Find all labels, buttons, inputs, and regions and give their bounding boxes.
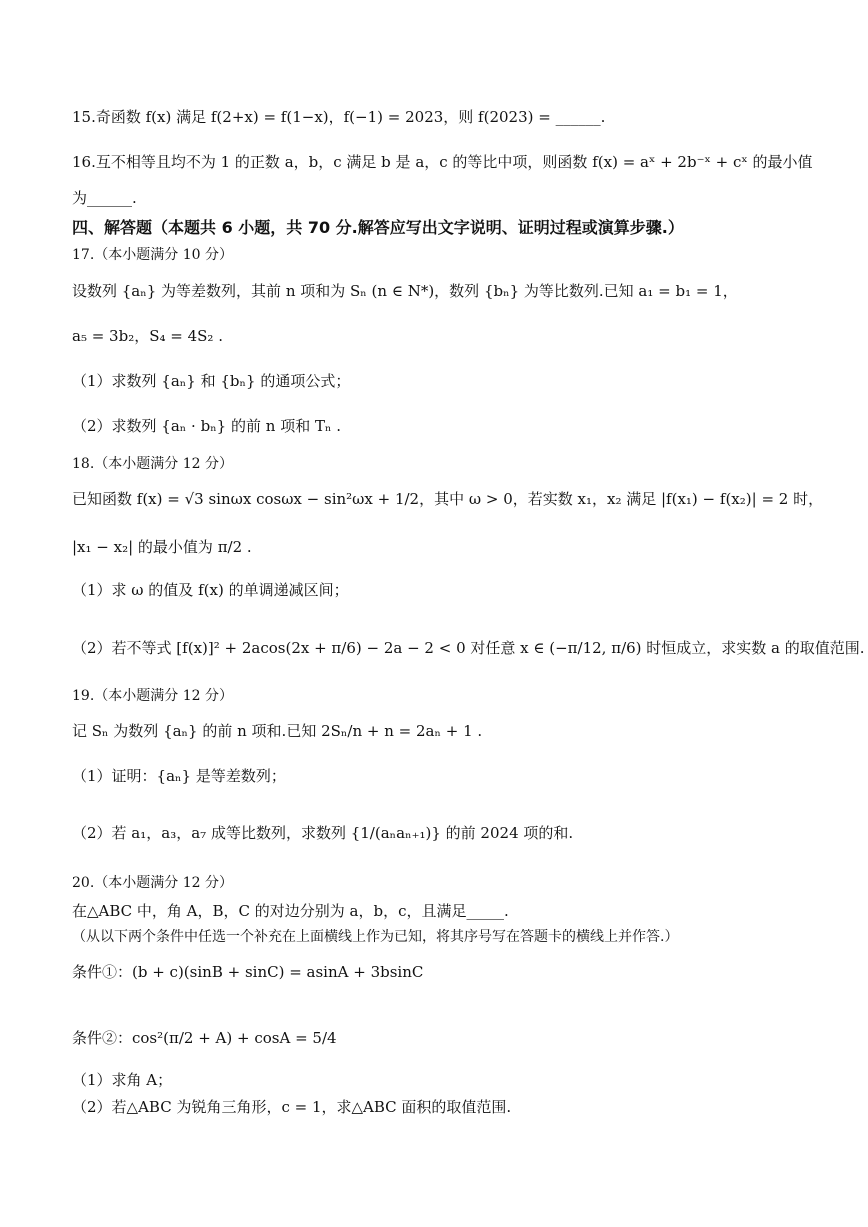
section-heading: 四、解答题（本题共 6 小题，共 70 分.解答应写出文字说明、证明过程或演算步骤.） [72, 218, 684, 237]
question-18-part-2: （2）若不等式 [f(x)]² + 2acos(2x + π/6) − 2a − 2 < 0 对任意 x ∈ (−π/12, π/6) 时恒成立，求实数 a 的取值范围. [72, 639, 865, 657]
question-15: 15.奇函数 f(x) 满足 f(2+x) = f(1−x)，f(−1) = 2023，则 f(2023) = ______. [72, 108, 606, 126]
question-18-stem-continued: |x₁ − x₂| 的最小值为 π/2 . [72, 538, 252, 556]
condition-2: 条件②：cos²(π/2 + A) + cosA = 5/4 [72, 1029, 337, 1047]
question-20-header: 20.（本小题满分 12 分） [72, 875, 233, 891]
question-18-stem: 已知函数 f(x) = √3 sinωx cosωx − sin²ωx + 1/2，其中 ω > 0，若实数 x₁，x₂ 满足 |f(x₁) − f(x₂)| = 2 时， [72, 490, 824, 508]
question-20-stem: 在△ABC 中，角 A，B，C 的对边分别为 a，b，c，且满足_____. [72, 902, 509, 920]
question-20-part-2: （2）若△ABC 为锐角三角形，c = 1，求△ABC 面积的取值范围. [72, 1098, 512, 1116]
question-17-stem: 设数列 {aₙ} 为等差数列，其前 n 项和为 Sₙ (n ∈ N*)，数列 {bₙ} 为等比数列.已知 a₁ = b₁ = 1， [72, 282, 738, 300]
question-16: 16.互不相等且均不为 1 的正数 a，b，c 满足 b 是 a，c 的等比中项，则函数 f(x) = aˣ + 2b⁻ˣ + cˣ 的最小值 [72, 153, 813, 171]
question-19-stem: 记 Sₙ 为数列 {aₙ} 的前 n 项和.已知 2Sₙ/n + n = 2aₙ + 1 . [72, 722, 483, 740]
condition-1: 条件①：(b + c)(sinB + sinC) = asinA + 3bsinC [72, 963, 424, 981]
question-17-part-2: （2）求数列 {aₙ · bₙ} 的前 n 项和 Tₙ . [72, 417, 341, 435]
question-16-continued: 为______. [72, 189, 137, 207]
question-17-stem-continued: a₅ = 3b₂，S₄ = 4S₂ . [72, 327, 223, 345]
question-20-instruction: （从以下两个条件中任选一个补充在上面横线上作为已知，将其序号写在答题卡的横线上并作答.） [72, 929, 679, 945]
question-17-part-1: （1）求数列 {aₙ} 和 {bₙ} 的通项公式； [72, 372, 351, 390]
question-18-header: 18.（本小题满分 12 分） [72, 456, 233, 472]
question-19-part-1: （1）证明：{aₙ} 是等差数列； [72, 767, 286, 785]
question-19-header: 19.（本小题满分 12 分） [72, 688, 233, 704]
question-18-part-1: （1）求 ω 的值及 f(x) 的单调递减区间； [72, 581, 349, 599]
question-20-part-1: （1）求角 A； [72, 1071, 173, 1089]
question-17-header: 17.（本小题满分 10 分） [72, 247, 233, 263]
question-19-part-2: （2）若 a₁，a₃，a₇ 成等比数列，求数列 {1/(aₙaₙ₊₁)} 的前 2024 项的和. [72, 824, 574, 842]
